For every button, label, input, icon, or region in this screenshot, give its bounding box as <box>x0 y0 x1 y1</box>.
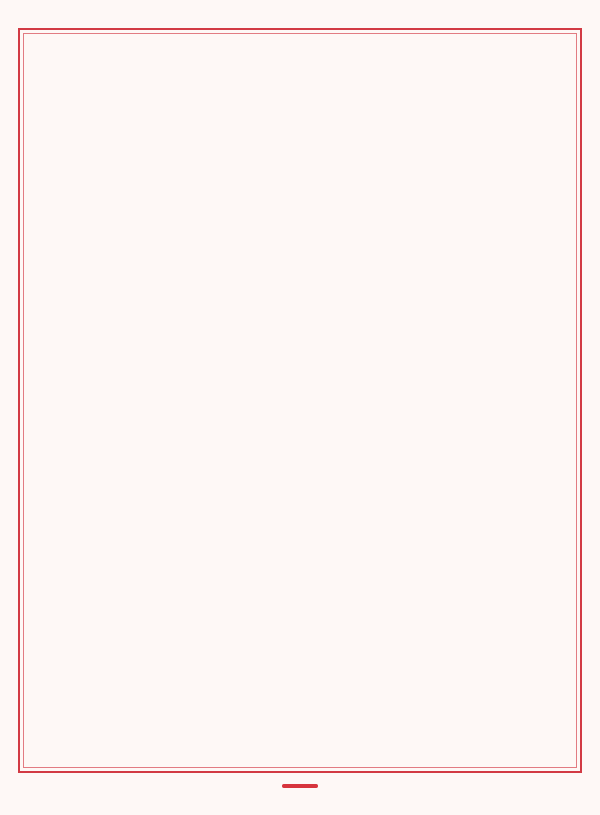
decorative-border-left <box>0 28 18 791</box>
decorative-border-top <box>0 0 600 28</box>
page-footer <box>0 775 600 797</box>
text-frame <box>18 28 582 773</box>
footer-label <box>282 784 318 788</box>
decorative-border-right <box>582 28 600 791</box>
